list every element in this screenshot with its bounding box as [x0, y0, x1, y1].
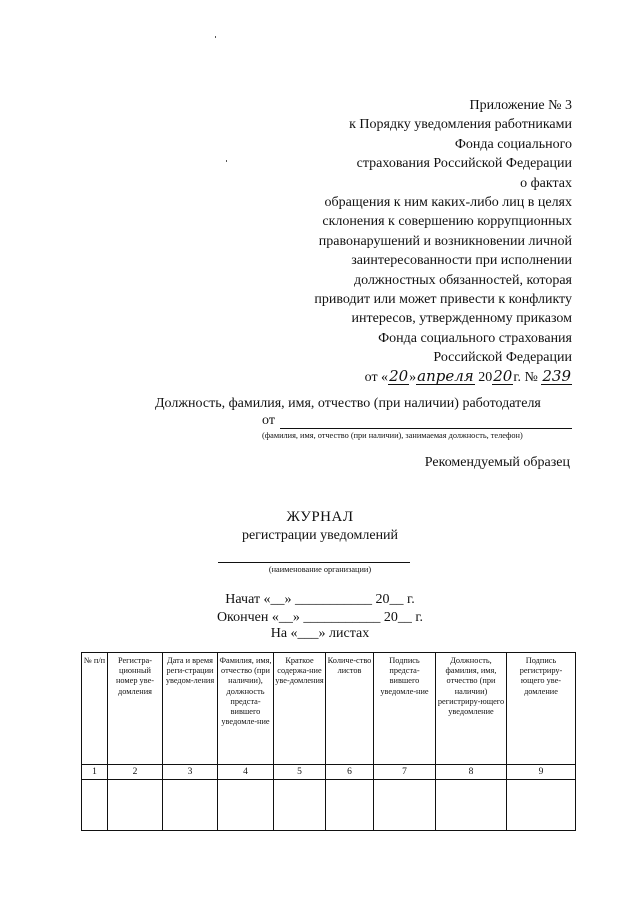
- appendix-line: правонарушений и возникновении личной: [318, 233, 572, 249]
- appendix-line: к Порядку уведомления работниками: [349, 117, 572, 133]
- employer-from-row: [262, 413, 572, 431]
- appendix-line: должностных обязанностей, которая: [354, 272, 572, 288]
- table-row: [82, 780, 576, 831]
- order-prefix: от «: [364, 369, 389, 385]
- journal-title: ЖУРНАЛ: [286, 509, 354, 525]
- employer-hint: (фамилия, имя, отчество (при наличии), занимаемая должность, телефон): [262, 431, 523, 440]
- table-cell: [507, 780, 576, 831]
- table-header-row: [82, 653, 576, 765]
- table-cell: [374, 780, 436, 831]
- table-header-cell: Подпись предста-вившего уведомле-ние: [374, 653, 436, 765]
- appendix-line: Фонда социального: [454, 136, 572, 152]
- column-number-cell: 3: [163, 765, 218, 780]
- appendix-line: Российской Федерации: [433, 350, 572, 366]
- journal-ended-line: Окончен «__» ___________ 20__ г.: [216, 610, 424, 625]
- employer-title: Должность, фамилия, имя, отчество (при наличии) работодателя: [155, 396, 541, 411]
- order-quote: »: [409, 369, 417, 385]
- column-number-cell: 5: [274, 765, 326, 780]
- table-header-cell: Количе-ство листов: [326, 653, 374, 765]
- table-header-cell: Дата и время реги-страции уведом-ления: [163, 653, 218, 765]
- order-reference: [242, 368, 572, 387]
- table-header-cell: Регистра-ционный номер уве-домления: [108, 653, 163, 765]
- column-number-cell: 7: [374, 765, 436, 780]
- appendix-line: Приложение № 3: [469, 98, 572, 113]
- table-cell: [436, 780, 507, 831]
- table-cell: [163, 780, 218, 831]
- order-number-label: г. №: [513, 369, 542, 385]
- column-number-cell: 9: [507, 765, 576, 780]
- appendix-line: склонения к совершению коррупционных: [322, 214, 572, 230]
- column-number-cell: 1: [82, 765, 108, 780]
- appendix-line: Фонда социального страхования: [378, 330, 572, 346]
- order-year: 20: [493, 366, 513, 385]
- column-number-cell: 8: [436, 765, 507, 780]
- appendix-line: интересов, утвержденному приказом: [351, 311, 572, 327]
- table-cell: [326, 780, 374, 831]
- appendix-header: [242, 96, 572, 387]
- order-number: 239: [542, 366, 571, 385]
- table-header-cell: Фамилия, имя, отчество (при наличии), должность предста-вившего уведомле-ние: [218, 653, 274, 765]
- organization-hint: (наименование организации): [268, 565, 372, 574]
- appendix-line: о фактах: [520, 175, 572, 191]
- employer-fill-line: [280, 428, 572, 429]
- appendix-line: приводит или может привести к конфликту: [314, 292, 572, 308]
- organization-fill-line: [218, 562, 410, 563]
- table-number-row: [82, 765, 576, 780]
- journal-sheets-line: На «___» листах: [270, 626, 370, 641]
- column-number-cell: 6: [326, 765, 374, 780]
- order-day: 20: [389, 366, 409, 385]
- recommended-sample-label: Рекомендуемый образец: [424, 455, 570, 470]
- journal-subtitle: регистрации уведомлений: [241, 528, 399, 543]
- table-header-cell: Краткое содержа-ние уве-домления: [274, 653, 326, 765]
- table-cell: [108, 780, 163, 831]
- column-number-cell: 2: [108, 765, 163, 780]
- registration-table: [81, 652, 576, 831]
- appendix-line: страхования Российской Федерации: [356, 156, 572, 172]
- table-header-cell: Должность, фамилия, имя, отчество (при наличии) регистриру-ющего уведомление: [436, 653, 507, 765]
- order-century: 20: [474, 369, 493, 385]
- scan-speck: [226, 160, 227, 162]
- appendix-line: обращения к ним каких-либо лиц в целях: [324, 195, 572, 211]
- table-header-cell: № п/п: [82, 653, 108, 765]
- scan-speck: [215, 36, 216, 38]
- order-month: апреля: [417, 366, 474, 385]
- journal-started-line: Начат «__» ___________ 20__ г.: [225, 592, 415, 607]
- table-cell: [274, 780, 326, 831]
- from-label: от: [262, 413, 275, 428]
- table-cell: [218, 780, 274, 831]
- column-number-cell: 4: [218, 765, 274, 780]
- appendix-line: заинтересованности при исполнении: [351, 253, 572, 269]
- table-cell: [82, 780, 108, 831]
- table-header-cell: Подпись регистриру-ющего уве-домление: [507, 653, 576, 765]
